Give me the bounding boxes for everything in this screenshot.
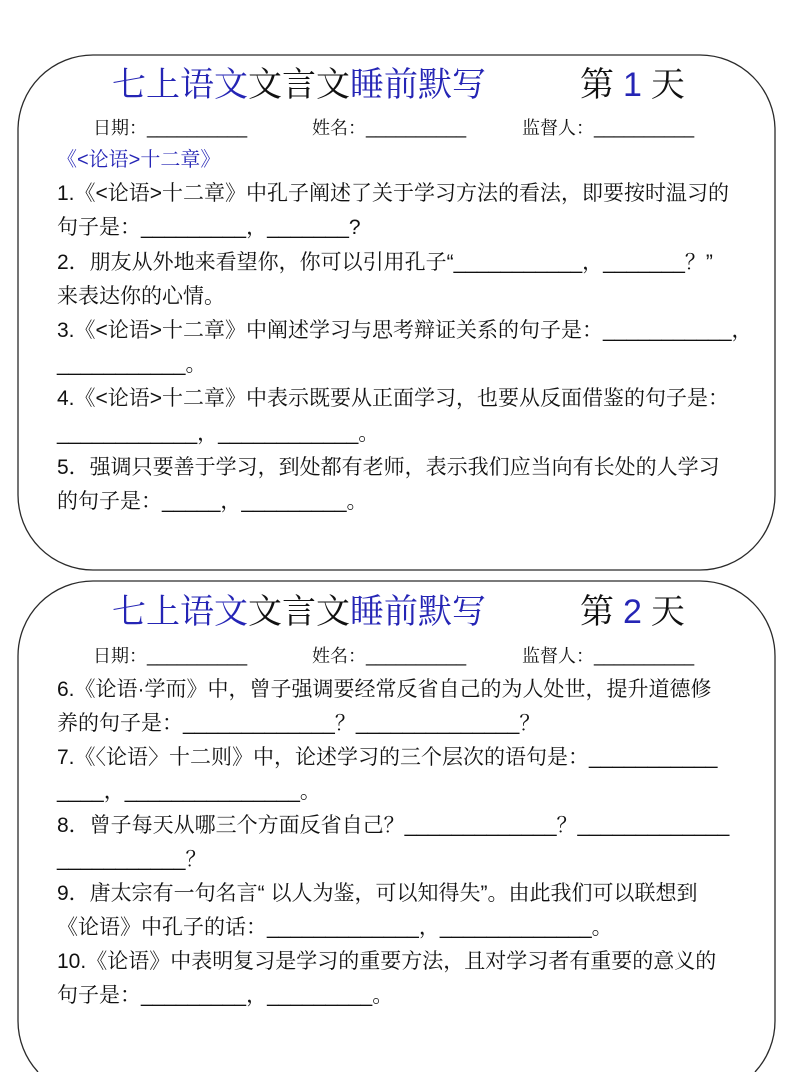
day-suffix: 天 xyxy=(650,593,685,631)
info-fields xyxy=(18,645,775,667)
worksheet-title xyxy=(112,65,486,105)
question-line: 8．曾子每天从哪三个方面反省自己？_____________？_____________ xyxy=(57,814,730,837)
day-number: 2 xyxy=(623,593,642,631)
title-part-2: 文言文 xyxy=(248,593,350,631)
question-2 xyxy=(57,246,773,314)
title-part-1: 七上语文 xyxy=(112,66,248,104)
name-label: 姓名： xyxy=(312,118,366,138)
question-line: ____________，____________。 xyxy=(57,421,380,445)
day-suffix: 天 xyxy=(650,66,685,104)
worksheet-title xyxy=(112,592,486,632)
question-list xyxy=(57,143,773,519)
question-line: ___________。 xyxy=(57,353,207,377)
title-part-1: 七上语文 xyxy=(112,593,248,631)
supervisor-label: 监督人： xyxy=(522,118,594,138)
question-line: 来表达你的心情。 xyxy=(57,284,225,308)
question-line: 3.《<论语>十二章》中阐述学习与思考辩证关系的句子是：___________， xyxy=(57,318,753,342)
supervisor-blank: __________ xyxy=(594,118,695,138)
name-blank: __________ xyxy=(366,118,467,138)
day-prefix: 第 xyxy=(580,593,614,631)
question-list xyxy=(57,673,773,1013)
info-fields xyxy=(18,117,775,139)
day-label xyxy=(580,65,685,105)
question-line: ____，_______________。 xyxy=(57,780,321,803)
question-line: 《论语》中孔子的话：_____________，_____________。 xyxy=(57,916,613,939)
name-blank: __________ xyxy=(366,646,467,666)
date-label: 日期： xyxy=(93,646,147,666)
day-card-2 xyxy=(18,581,775,1072)
section-heading: 《<论语>十二章》 xyxy=(57,149,221,171)
question-8 xyxy=(57,809,773,877)
day-label xyxy=(580,592,685,632)
question-line: 养的句子是：_____________？______________？ xyxy=(57,712,541,735)
question-5 xyxy=(57,451,773,519)
question-line: 5．强调只要善于学习，到处都有老师，表示我们应当向有长处的人学习 xyxy=(57,455,720,479)
supervisor-blank: __________ xyxy=(594,646,695,666)
question-line: 1.《<论语>十二章》中孔子阐述了关于学习方法的看法，即要按时温习的 xyxy=(57,182,730,206)
title-part-3: 睡前默写 xyxy=(350,66,486,104)
name-label: 姓名： xyxy=(312,646,366,666)
question-4 xyxy=(57,382,773,450)
question-7 xyxy=(57,741,773,809)
day-prefix: 第 xyxy=(580,66,614,104)
date-field xyxy=(93,645,247,667)
question-6 xyxy=(57,673,773,741)
title-part-2: 文言文 xyxy=(248,66,350,104)
question-line: 6.《论语·学而》中，曾子强调要经常反省自己的为人处世，提升道德修 xyxy=(57,678,712,701)
question-line: 句子是：_________，_________。 xyxy=(57,984,394,1007)
supervisor-field xyxy=(522,645,694,667)
title-part-3: 睡前默写 xyxy=(350,593,486,631)
question-line: 7.《〈论语〉十二则》中，论述学习的三个层次的语句是：___________ xyxy=(57,746,718,769)
day-number: 1 xyxy=(623,66,642,104)
question-line: 9．唐太宗有一句名言“ 以人为鉴，可以知得失”。由此我们可以联想到 xyxy=(57,882,698,905)
supervisor-field xyxy=(522,117,694,139)
day-card-1 xyxy=(18,55,775,570)
date-field xyxy=(93,117,247,139)
question-1 xyxy=(57,177,773,245)
question-line: 4.《<论语>十二章》中表示既要从正面学习，也要从反面借鉴的句子是： xyxy=(57,387,730,411)
name-field xyxy=(312,645,466,667)
question-9 xyxy=(57,877,773,945)
question-line: 的句子是：_____，_________。 xyxy=(57,489,368,513)
question-3 xyxy=(57,314,773,382)
name-field xyxy=(312,117,466,139)
supervisor-label: 监督人： xyxy=(522,646,594,666)
date-label: 日期： xyxy=(93,118,147,138)
question-line: 10.《论语》中表明复习是学习的重要方法，且对学习者有重要的意义的 xyxy=(57,950,717,973)
question-10 xyxy=(57,945,773,1013)
question-line: ___________？ xyxy=(57,848,207,871)
question-line: 句子是：_________，_______? xyxy=(57,216,361,240)
date-blank: __________ xyxy=(147,646,248,666)
date-blank: __________ xyxy=(147,118,248,138)
question-line: 2．朋友从外地来看望你，你可以引用孔子“___________，_______？” xyxy=(57,250,713,274)
